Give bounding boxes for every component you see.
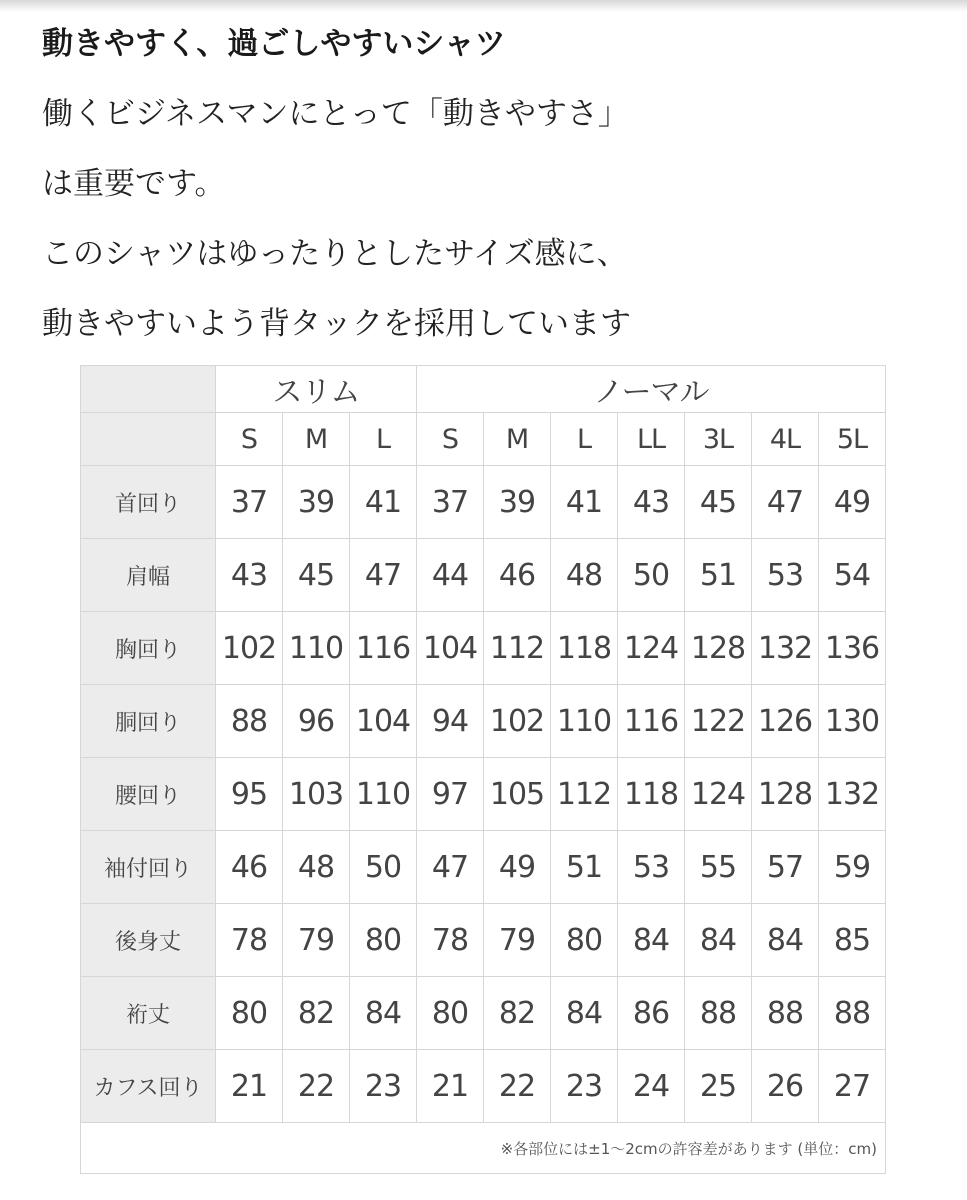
measurement-cell: 84 (350, 977, 417, 1050)
row-label: カフス回り (81, 1050, 216, 1123)
measurement-cell: 80 (551, 904, 618, 977)
measurement-cell: 80 (216, 977, 283, 1050)
measurement-cell: 49 (484, 831, 551, 904)
group-header: ノーマル (417, 366, 886, 413)
measurement-cell: 124 (685, 758, 752, 831)
measurement-cell: 23 (350, 1050, 417, 1123)
measurement-cell: 84 (685, 904, 752, 977)
measurement-cell: 46 (484, 539, 551, 612)
table-row (81, 831, 886, 904)
corner-cell (81, 366, 216, 413)
measurement-cell: 45 (283, 539, 350, 612)
measurement-cell: 116 (350, 612, 417, 685)
measurement-cell: 88 (216, 685, 283, 758)
top-shadow (0, 0, 967, 12)
measurement-cell: 39 (484, 466, 551, 539)
measurement-cell: 57 (752, 831, 819, 904)
measurement-cell: 21 (417, 1050, 484, 1123)
size-header: S (216, 413, 283, 466)
size-header: 4L (752, 413, 819, 466)
measurement-cell: 46 (216, 831, 283, 904)
measurement-cell: 25 (685, 1050, 752, 1123)
measurement-cell: 50 (618, 539, 685, 612)
measurement-cell: 37 (216, 466, 283, 539)
measurement-cell: 22 (484, 1050, 551, 1123)
measurement-cell: 49 (819, 466, 886, 539)
row-label: 袖付回り (81, 831, 216, 904)
measurement-cell: 37 (417, 466, 484, 539)
table-row (81, 904, 886, 977)
measurement-cell: 118 (551, 612, 618, 685)
measurement-cell: 88 (819, 977, 886, 1050)
size-header: LL (618, 413, 685, 466)
measurement-cell: 79 (283, 904, 350, 977)
section-title: 動きやすく、過ごしやすいシャツ (42, 26, 506, 62)
measurement-cell: 47 (752, 466, 819, 539)
measurement-cell: 80 (350, 904, 417, 977)
measurement-cell: 21 (216, 1050, 283, 1123)
measurement-cell: 104 (417, 612, 484, 685)
measurement-cell: 128 (752, 758, 819, 831)
measurement-cell: 104 (350, 685, 417, 758)
measurement-cell: 118 (618, 758, 685, 831)
measurement-cell: 126 (752, 685, 819, 758)
table-row (81, 539, 886, 612)
measurement-cell: 43 (618, 466, 685, 539)
description-line: 動きやすいよう背タックを採用しています (42, 306, 631, 342)
measurement-cell: 84 (551, 977, 618, 1050)
row-label: 腰回り (81, 758, 216, 831)
size-header: 5L (819, 413, 886, 466)
measurement-cell: 82 (283, 977, 350, 1050)
measurement-cell: 103 (283, 758, 350, 831)
measurement-cell: 95 (216, 758, 283, 831)
size-header: M (283, 413, 350, 466)
measurement-cell: 51 (685, 539, 752, 612)
measurement-cell: 110 (283, 612, 350, 685)
measurement-cell: 79 (484, 904, 551, 977)
measurement-cell: 110 (551, 685, 618, 758)
description-line: このシャツはゆったりとしたサイズ感に、 (42, 236, 628, 272)
measurement-cell: 94 (417, 685, 484, 758)
measurement-cell: 54 (819, 539, 886, 612)
measurement-cell: 96 (283, 685, 350, 758)
measurement-cell: 45 (685, 466, 752, 539)
corner-cell (81, 413, 216, 466)
size-header: L (551, 413, 618, 466)
measurement-cell: 55 (685, 831, 752, 904)
measurement-cell: 50 (350, 831, 417, 904)
measurement-cell: 85 (819, 904, 886, 977)
measurement-cell: 136 (819, 612, 886, 685)
measurement-cell: 86 (618, 977, 685, 1050)
measurement-cell: 22 (283, 1050, 350, 1123)
measurement-cell: 41 (350, 466, 417, 539)
row-label: 胴回り (81, 685, 216, 758)
size-header: 3L (685, 413, 752, 466)
table-row (81, 685, 886, 758)
size-header: S (417, 413, 484, 466)
measurement-cell: 110 (350, 758, 417, 831)
measurement-cell: 27 (819, 1050, 886, 1123)
measurement-cell: 88 (752, 977, 819, 1050)
measurement-cell: 53 (618, 831, 685, 904)
row-label: 胸回り (81, 612, 216, 685)
measurement-cell: 82 (484, 977, 551, 1050)
measurement-cell: 48 (551, 539, 618, 612)
measurement-cell: 132 (819, 758, 886, 831)
measurement-cell: 124 (618, 612, 685, 685)
group-header-row (81, 366, 886, 413)
measurement-cell: 53 (752, 539, 819, 612)
measurement-cell: 59 (819, 831, 886, 904)
row-label: 首回り (81, 466, 216, 539)
table-row (81, 977, 886, 1050)
size-header-row (81, 413, 886, 466)
measurement-cell: 130 (819, 685, 886, 758)
measurement-cell: 84 (752, 904, 819, 977)
row-label: 肩幅 (81, 539, 216, 612)
table-row (81, 612, 886, 685)
group-header: スリム (216, 366, 417, 413)
measurement-cell: 44 (417, 539, 484, 612)
measurement-cell: 47 (350, 539, 417, 612)
measurement-cell: 78 (216, 904, 283, 977)
measurement-cell: 80 (417, 977, 484, 1050)
measurement-cell: 88 (685, 977, 752, 1050)
measurement-cell: 41 (551, 466, 618, 539)
measurement-cell: 105 (484, 758, 551, 831)
tolerance-note: ※各部位には±1〜2cmの許容差があります (単位：cm) (81, 1123, 886, 1174)
description-line: は重要です。 (42, 166, 226, 202)
size-header: L (350, 413, 417, 466)
measurement-cell: 84 (618, 904, 685, 977)
measurement-cell: 122 (685, 685, 752, 758)
measurement-cell: 132 (752, 612, 819, 685)
measurement-cell: 43 (216, 539, 283, 612)
measurement-cell: 39 (283, 466, 350, 539)
measurement-cell: 112 (484, 612, 551, 685)
measurement-cell: 47 (417, 831, 484, 904)
measurement-cell: 48 (283, 831, 350, 904)
measurement-cell: 51 (551, 831, 618, 904)
table-row (81, 466, 886, 539)
measurement-cell: 102 (484, 685, 551, 758)
measurement-cell: 26 (752, 1050, 819, 1123)
row-label: 裄丈 (81, 977, 216, 1050)
measurement-cell: 97 (417, 758, 484, 831)
measurement-cell: 78 (417, 904, 484, 977)
description-line: 働くビジネスマンにとって「動きやすさ」 (42, 96, 629, 132)
measurement-cell: 128 (685, 612, 752, 685)
measurement-cell: 112 (551, 758, 618, 831)
measurement-cell: 116 (618, 685, 685, 758)
measurement-cell: 102 (216, 612, 283, 685)
measurement-cell: 23 (551, 1050, 618, 1123)
size-header: M (484, 413, 551, 466)
table-row (81, 1050, 886, 1123)
row-label: 後身丈 (81, 904, 216, 977)
table-row (81, 758, 886, 831)
note-row (81, 1123, 886, 1174)
measurement-cell: 24 (618, 1050, 685, 1123)
size-chart-table (80, 365, 886, 1174)
